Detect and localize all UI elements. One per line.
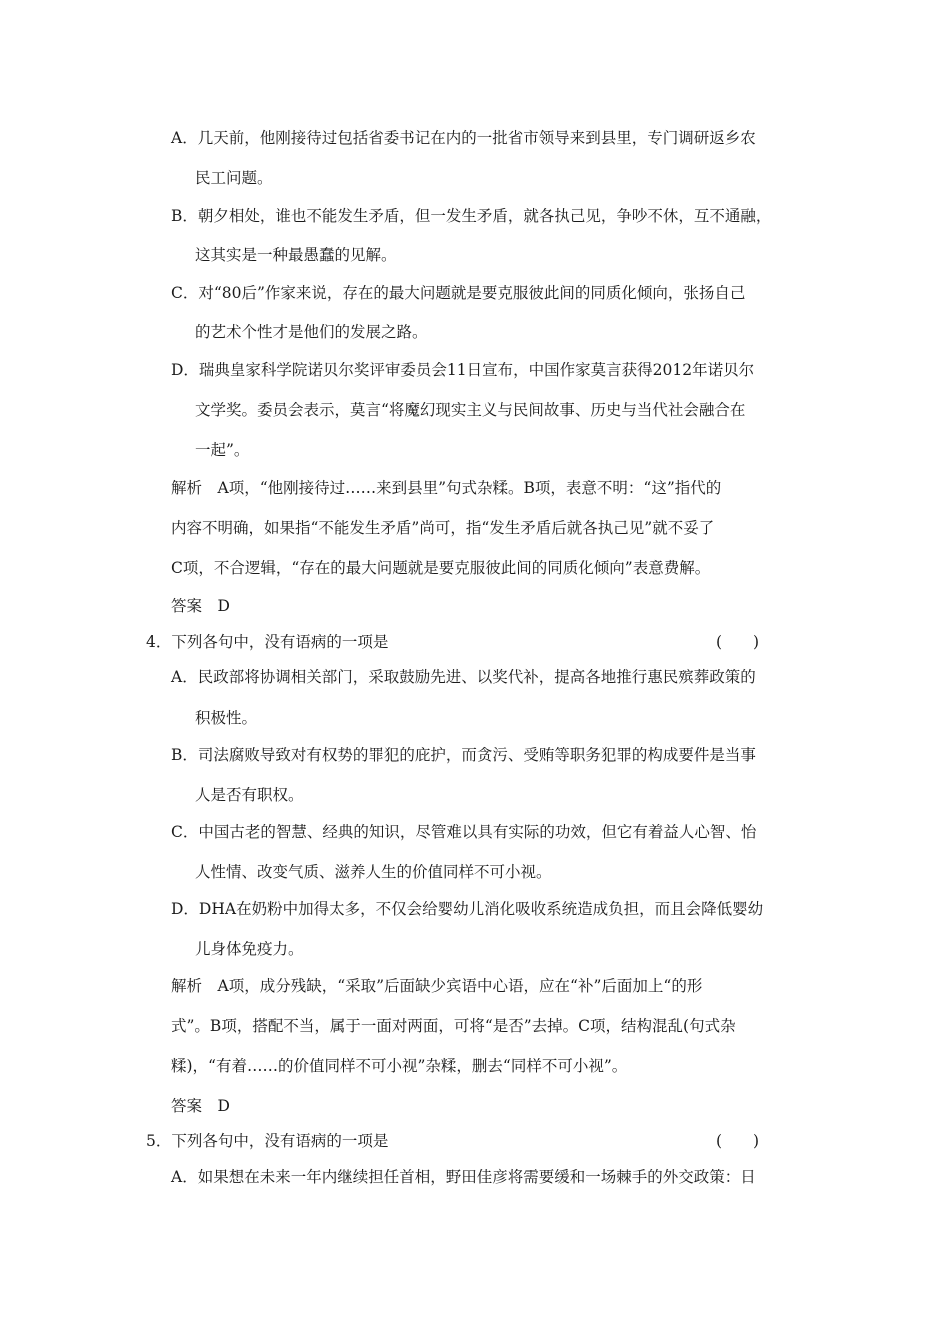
- q5-stem: 5．下列各句中，没有语病的一项是: [146, 1132, 389, 1150]
- option-d-line-2: 文学奖。委员会表示，莫言“将魔幻现实主义与民间故事、历史与当代社会融合在: [195, 401, 746, 419]
- q4-stem: 4．下列各句中，没有语病的一项是: [146, 633, 389, 651]
- q4-answer-blank: ( ): [716, 633, 760, 651]
- analysis-line-1: 解析 A项，成分残缺，“采取”后面缺少宾语中心语，应在“补”后面加上“的形: [171, 977, 703, 995]
- q4-answer: 答案 D: [171, 1097, 230, 1115]
- option-d-line-1: D．DHA在奶粉中加得太多，不仅会给婴幼儿消化吸收系统造成负担，而且会降低婴幼: [171, 900, 764, 918]
- analysis-line-2: 式”。B项，搭配不当，属于一面对两面，可将“是否”去掉。C项，结构混乱(句式杂: [171, 1017, 736, 1035]
- q3-answer: 答案 D: [171, 597, 230, 615]
- option-c-line-2: 的艺术个性才是他们的发展之路。: [195, 323, 428, 341]
- option-c-line-2: 人性情、改变气质、滋养人生的价值同样不可小视。: [195, 863, 552, 881]
- option-d-line-2: 儿身体免疫力。: [195, 940, 304, 958]
- analysis-line-3: C项，不合逻辑，“存在的最大问题就是要克服彼此间的同质化倾向”表意费解。: [171, 559, 711, 577]
- analysis-line-1: 解析 A项，“他刚接待过……来到县里”句式杂糅。B项，表意不明：“这”指代的: [171, 479, 722, 497]
- option-a-line-2: 积极性。: [195, 709, 258, 727]
- analysis-line-3: 糅)，“有着……的价值同样不可小视”杂糅，删去“同样不可小视”。: [171, 1057, 628, 1075]
- analysis-line-2: 内容不明确，如果指“不能发生矛盾”尚可，指“发生矛盾后就各执己见”就不妥了: [171, 519, 715, 537]
- option-d-line-3: 一起”。: [195, 441, 250, 459]
- option-d-line-1: D．瑞典皇家科学院诺贝尔奖评审委员会11日宣布，中国作家莫言获得2012年诺贝尔: [171, 361, 755, 379]
- option-a-line-1: A．民政部将协调相关部门，采取鼓励先进、以奖代补，提高各地推行惠民殡葬政策的: [171, 668, 756, 686]
- q5-answer-blank: ( ): [716, 1132, 760, 1150]
- option-b-line-2: 这其实是一种最愚蠢的见解。: [195, 246, 397, 264]
- option-a-line-1: A．几天前，他刚接待过包括省委书记在内的一批省市领导来到县里，专门调研返乡农: [171, 129, 756, 147]
- option-b-line-1: B．司法腐败导致对有权势的罪犯的庇护，而贪污、受贿等职务犯罪的构成要件是当事: [171, 746, 756, 764]
- option-b-line-2: 人是否有职权。: [195, 786, 304, 804]
- option-c-line-1: C．中国古老的智慧、经典的知识，尽管难以具有实际的功效，但它有着益人心智、怡: [171, 823, 757, 841]
- option-b-line-1: B．朝夕相处，谁也不能发生矛盾，但一发生矛盾，就各执己见，争吵不休，互不通融，: [171, 207, 772, 225]
- option-a-line-1: A．如果想在未来一年内继续担任首相，野田佳彦将需要缓和一场棘手的外交政策：日: [171, 1168, 756, 1186]
- option-a-line-2: 民工问题。: [195, 169, 273, 187]
- option-c-line-1: C．对“80后”作家来说，存在的最大问题就是要克服彼此间的同质化倾向，张扬自己: [171, 284, 746, 302]
